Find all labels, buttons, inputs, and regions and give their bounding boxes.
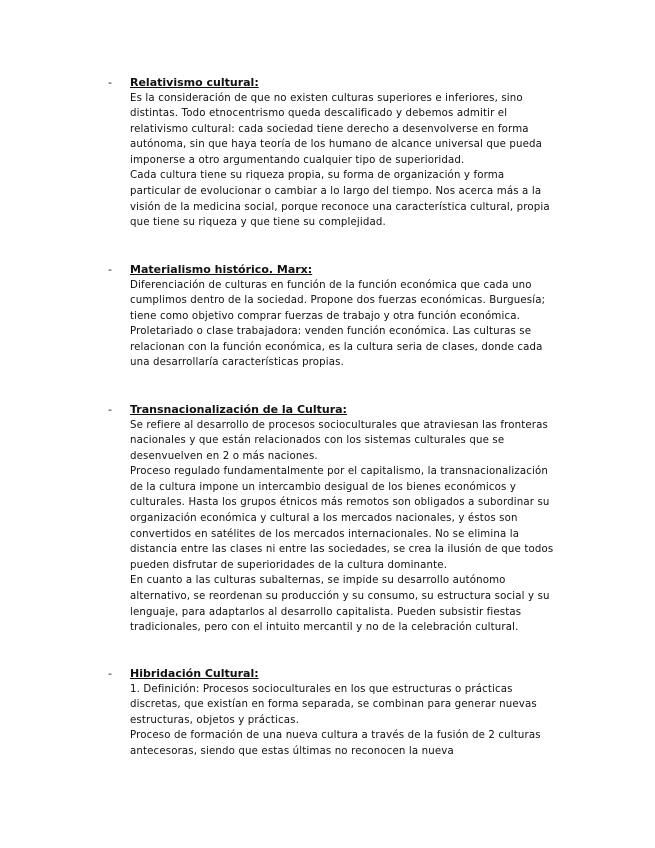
bullet-dash: - <box>108 76 112 89</box>
bullet-dash: - <box>108 667 112 680</box>
paragraph: Es la consideración de que no existen culturas superiores e inferiores, sino distintas. Todo etnocentrismo queda descalificado y debemos admitir el relativismo cultural: cada sociedad tiene derecho a desenvolverse en forma autónoma, sin que haya teoría de los humano de alcance universal que pueda imponerse a otro argumentando cualquier tipo de superioridad. <box>130 92 543 166</box>
section-heading: Transnacionalización de la Cultura: <box>130 403 347 416</box>
paragraph: Proceso de formación de una nueva cultura a través de la fusión de 2 culturas antecesoras, siendo que estas últimas no reconocen la nueva <box>130 730 541 757</box>
section-body <box>130 278 555 372</box>
section-heading: Materialismo histórico. Marx: <box>130 263 313 276</box>
paragraph: 1. Definición: Procesos socioculturales en los que estructuras o prácticas discretas, que existían en forma separada, se combinan para generar nuevas estructuras, objetos y prácticas. <box>130 683 537 726</box>
paragraph: Cada cultura tiene su riqueza propia, su forma de organización y forma particular de evolucionar o cambiar a lo largo del tiempo. Nos acerca más a la visión de la medicina social, porque reconoce una característica cultural, propia que tiene su riqueza y que tiene su complejidad. <box>130 170 550 229</box>
bullet-dash: - <box>108 403 112 416</box>
paragraph: Proceso regulado fundamentalmente por el capitalismo, la transnacionalización de la cultura impone un intercambio desigual de los bienes económicos y culturales. Hasta los grupos étnicos más remotos son obligados a subordinar su organización económica y cultural a los mercados nacionales, y éstos son convertidos en satélites de los mercados internacionales. No se elimina la distancia entre las clases ni entre las sociedades, se crea la ilusión de que todos pueden disfrutar de superioridades de la cultura dominante. <box>130 466 554 571</box>
paragraph: En cuanto a las culturas subalternas, se impide su desarrollo autónomo alternativo, se reordenan su producción y su consumo, su estructura social y su lenguaje, para adaptarlos al desarrollo capitalista. Pueden subsistir fiestas tradicionales, pero con el intuito mercantil y no de la celebración cultural. <box>130 575 550 634</box>
section-body <box>130 418 555 636</box>
section-heading: Hibridación Cultural: <box>130 667 259 680</box>
section-body <box>130 91 555 231</box>
bullet-dash: - <box>108 263 112 276</box>
paragraph: Se refiere al desarrollo de procesos socioculturales que atraviesan las fronteras nacionales y que están relacionados con los sistemas culturales que se desenvuelven en 2 o más naciones. <box>130 419 548 462</box>
paragraph: Proletariado o clase trabajadora: venden función económica. Las culturas se relacionan con la función económica, es la cultura seria de clases, donde cada una desarrollaría características propias. <box>130 326 543 369</box>
section-body <box>130 682 555 760</box>
paragraph: Diferenciación de culturas en función de la función económica que cada uno cumplimos dentro de la sociedad. Propone dos fuerzas económicas. Burguesía; tiene como objetivo comprar fuerzas de trabajo y otra función económica. <box>130 279 546 322</box>
section-heading: Relativismo cultural: <box>130 76 259 89</box>
